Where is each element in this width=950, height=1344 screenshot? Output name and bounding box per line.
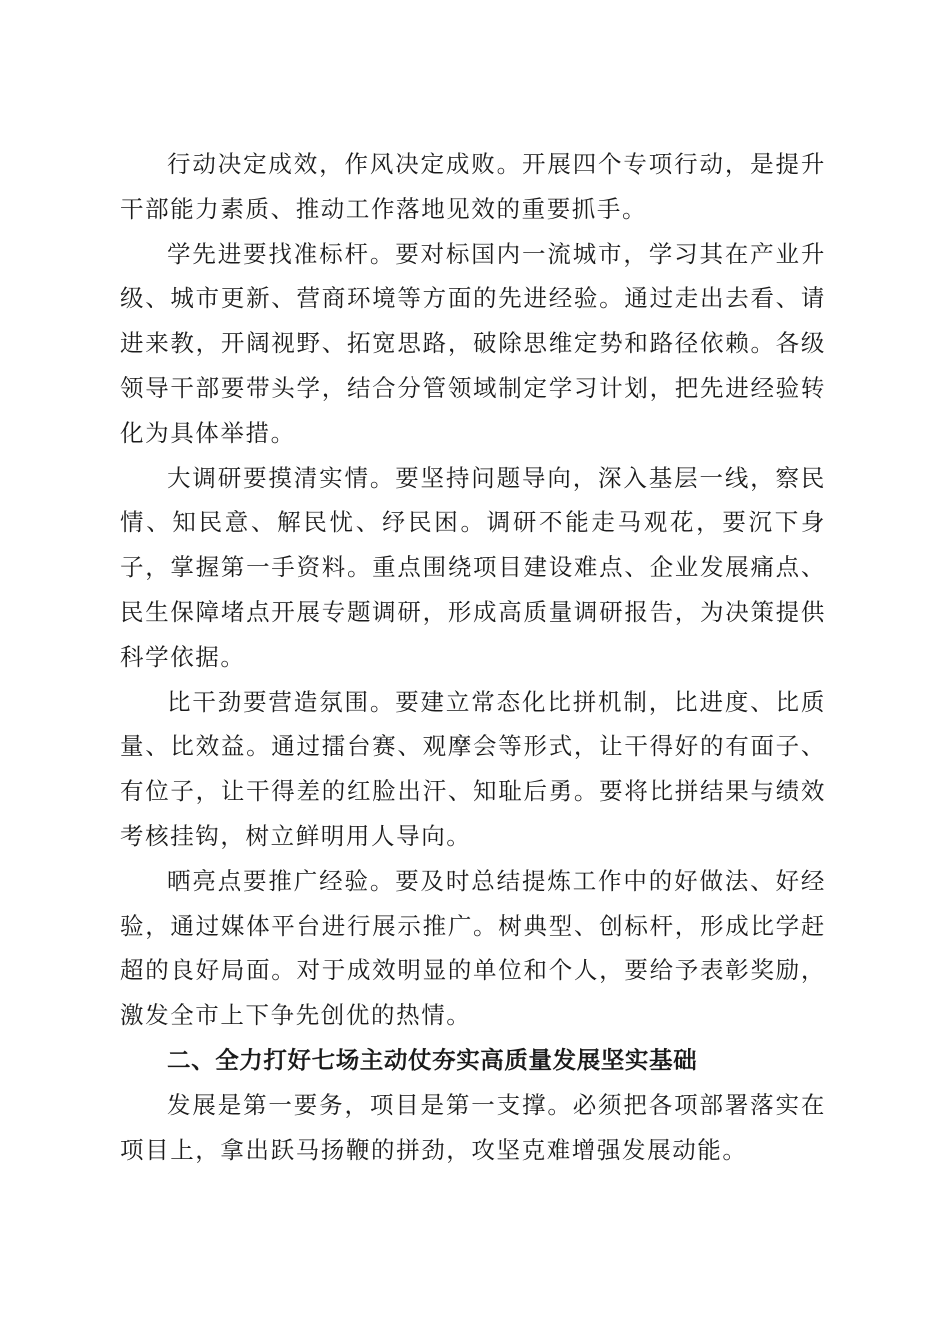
paragraph-compete: 比干劲要营造氛围。要建立常态化比拼机制，比进度、比质量、比效益。通过擂台赛、观摩会等形式，让干得好的有面子、有位子，让干得差的红脸出汗、知耻后勇。要将比拼结果与绩效考核挂钩，树立鲜明用人导向。 [120, 687, 826, 850]
document-body [120, 142, 826, 1172]
paragraph-research: 大调研要摸清实情。要坚持问题导向，深入基层一线，察民情、知民意、解民忧、纾民困。调研不能走马观花，要沉下身子，掌握第一手资料。重点围绕项目建设难点、企业发展痛点、民生保障堵点开展专题调研，形成高质量调研报告，为决策提供科学依据。 [120, 463, 826, 671]
paragraph-showcase: 晒亮点要推广经验。要及时总结提炼工作中的好做法、好经验，通过媒体平台进行展示推广。树典型、创标杆，形成比学赶超的良好局面。对于成效明显的单位和个人，要给予表彰奖励，激发全市上下争先创优的热情。 [120, 866, 826, 1030]
section-heading: 二、全力打好七场主动仗夯实高质量发展坚实基础 [167, 1045, 698, 1074]
paragraph-intro: 行动决定成效，作风决定成败。开展四个专项行动，是提升干部能力素质、推动工作落地见效的重要抓手。 [120, 150, 826, 223]
paragraph-development: 发展是第一要务，项目是第一支撑。必须把各项部署落实在项目上，拿出跃马扬鞭的拼劲，攻坚克难增强发展动能。 [120, 1090, 826, 1164]
paragraph-learn-advanced: 学先进要找准标杆。要对标国内一流城市，学习其在产业升级、城市更新、营商环境等方面的先进经验。通过走出去看、请进来教，开阔视野、拓宽思路，破除思维定势和路径依赖。各级领导干部要带头学，结合分管领域制定学习计划，把先进经验转化为具体举措。 [120, 239, 826, 447]
